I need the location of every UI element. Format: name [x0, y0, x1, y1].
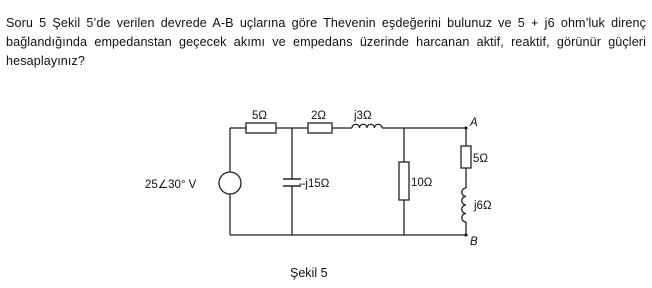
- terminal-b-icon: [464, 233, 467, 236]
- load-resistor-icon: [461, 146, 471, 168]
- resistor-2-ohm-icon: [308, 123, 332, 133]
- terminal-a-icon: [464, 126, 467, 129]
- inductor-j3-ohm-label: j3Ω: [354, 110, 372, 122]
- load-inductor-icon: [462, 188, 466, 222]
- terminal-b-label: B: [470, 236, 478, 248]
- source-label: 25∠30° V: [145, 179, 197, 191]
- figure-caption: Şekil 5: [290, 266, 328, 280]
- resistor-2-ohm-label: 2Ω: [311, 110, 326, 122]
- inductor-j3-ohm-icon: [352, 124, 382, 128]
- resistor-5-ohm-icon: [246, 123, 276, 133]
- load-resistor-label: 5Ω: [473, 153, 488, 165]
- resistor-10-ohm-icon: [399, 162, 409, 200]
- resistor-5-ohm-label: 5Ω: [252, 110, 267, 122]
- question-text: Soru 5 Şekil 5’de verilen devrede A-B uçlarına göre Thevenin eşdeğerini bulunuz ve 5 + j6 ohm’luk direnç bağlandığında empedanstan geçecek akımı ve empedans üzerinde harcanan aktif, reaktif, görünür güçleri hesaplayınız?: [6, 16, 646, 68]
- terminal-a-label: A: [470, 117, 478, 129]
- resistor-10-ohm-label: 10Ω: [411, 177, 433, 189]
- load-inductor-label: j6Ω: [474, 200, 492, 212]
- capacitor-label: –j15Ω: [299, 178, 330, 190]
- voltage-source-icon: [219, 172, 241, 194]
